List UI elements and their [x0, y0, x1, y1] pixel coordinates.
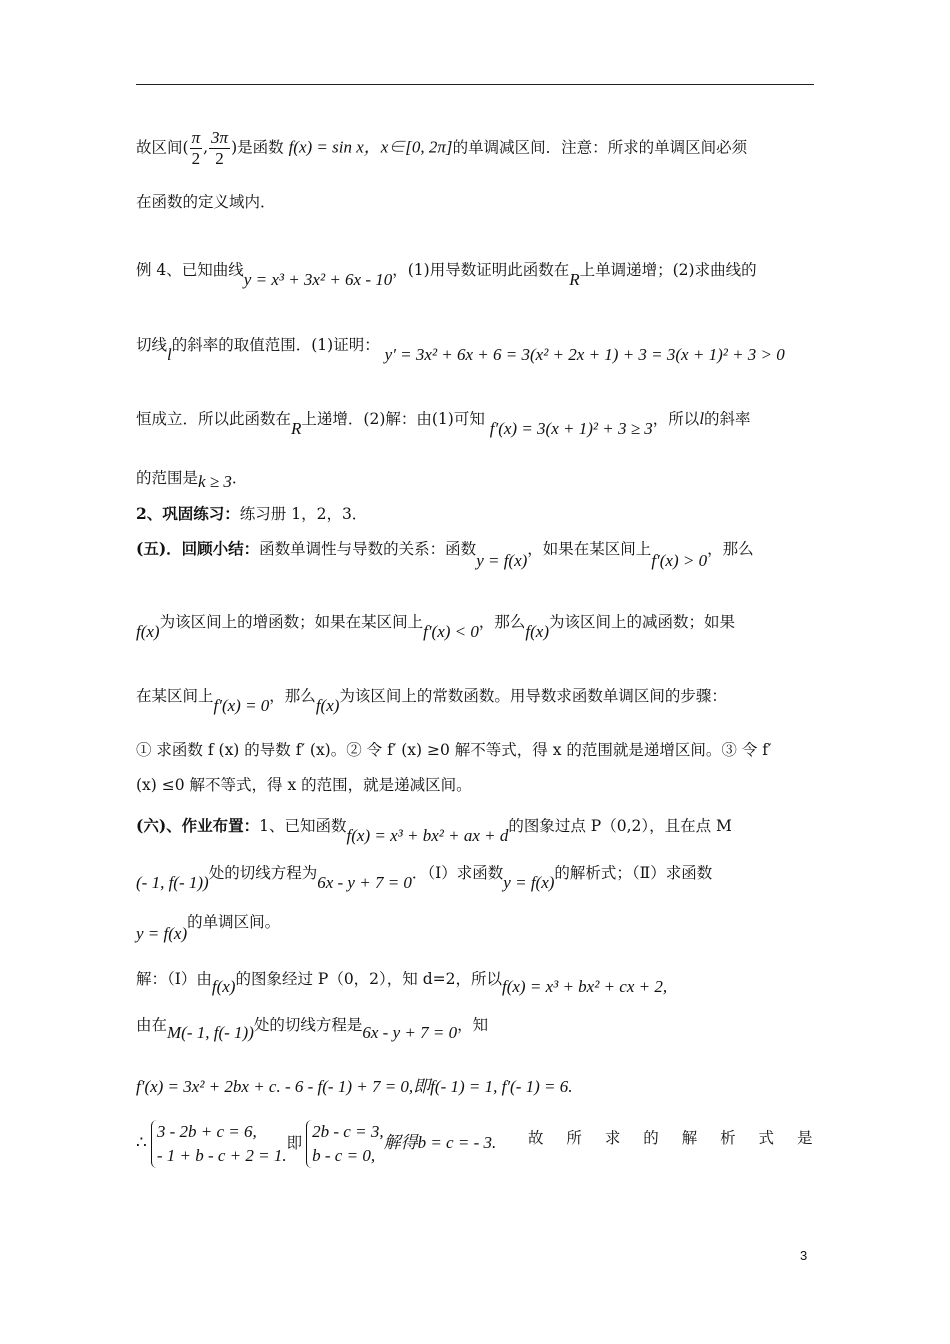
header-rule — [136, 84, 814, 85]
text: ，那么 — [269, 687, 316, 705]
section-heading: 2、巩固练习： — [136, 504, 240, 523]
text: 练习册 1，2，3． — [239, 505, 368, 523]
text: ． — [231, 469, 248, 487]
text: 的单调减区间．注意：所求的单调区间必须 — [452, 138, 748, 157]
text-line-15 — [136, 910, 816, 943]
text: 故区间( — [136, 138, 189, 157]
math-expression: y = f(x) — [476, 551, 528, 570]
text: ，如果在某区间上 — [527, 540, 652, 558]
text: 由在 — [136, 1016, 168, 1034]
math-expression: f′(x) > 0 — [651, 551, 708, 570]
text: 为该区间上的减函数；如果 — [549, 613, 736, 631]
math-expression: M(- 1, f(- 1)) — [167, 1023, 254, 1042]
text: ，那么 — [707, 540, 754, 558]
math-expression: y′ = 3x² + 6x + 6 = 3(x² + 2x + 1) + 3 = 3(x + 1)² + 3 > 0 — [384, 345, 785, 364]
text-line-10 — [136, 684, 816, 715]
section-heading: (六)、作业布置： — [136, 816, 260, 835]
math-expression: f(x) — [525, 622, 549, 641]
text: )是函数 — [231, 138, 284, 157]
text: 即 — [286, 1134, 303, 1152]
text: 函数单调性与导数的关系：函数 — [259, 540, 477, 558]
math-expression: 6x - y + 7 = 0 — [362, 1023, 458, 1042]
text: ，那么 — [478, 613, 526, 631]
text-line-6 — [136, 466, 816, 491]
text: 在某区间上 — [136, 687, 214, 705]
text: 故 所 求 的 解 析 式 是 — [528, 1129, 822, 1147]
text-line-11: ① 求函数 f (x) 的导数 f′ (x)。② 令 f′ (x) ≥0 解不等式，得 x 的范围就是递增区间。③ 令 f′ — [136, 741, 772, 759]
therefore-symbol: ∴ — [136, 1133, 147, 1152]
math-expression: 6x - y + 7 = 0 — [317, 873, 412, 892]
text: ，(1)用导数证明此函数在 — [392, 261, 570, 279]
text-line-3 — [136, 258, 816, 289]
text-line-13 — [136, 814, 816, 845]
text-line-17 — [136, 1013, 816, 1042]
text: 为该区间上的增函数；如果在某区间上 — [159, 613, 424, 631]
text: 的范围是 — [136, 469, 199, 487]
math-symbol: l — [699, 409, 705, 428]
text-line-5 — [136, 407, 816, 438]
text: ，所以 — [652, 410, 700, 428]
text-line-7 — [136, 502, 816, 524]
math-expression: y = f(x) — [503, 873, 555, 892]
text: ，知 — [457, 1016, 489, 1034]
text: 恒成立．所以此函数在 — [136, 410, 292, 428]
math-expression: f(x) — [136, 622, 160, 641]
fraction-pi-over-2: $\frac{\pi}{2}$ — [191, 128, 201, 168]
text: 例 4、已知曲线 — [136, 261, 244, 279]
text: 的斜率 — [704, 410, 751, 428]
text: 切线 — [136, 336, 168, 354]
text-line-19 — [136, 1120, 822, 1168]
math-expression: f(x) = x³ + bx² + ax + d — [346, 826, 509, 845]
text-line-14 — [136, 861, 816, 892]
equation-system-2: 2b - c = 3, b - c = 0, — [306, 1120, 383, 1168]
page-number: 3 — [800, 1248, 808, 1263]
math-expression: f′(x) < 0 — [423, 622, 479, 641]
text: 上单调递增；(2)求曲线的 — [579, 261, 757, 279]
text-line-12: (x) ≤0 解不等式，得 x 的范围，就是递减区间。 — [136, 776, 472, 794]
math-symbol: l — [167, 345, 172, 364]
math-expression: y = f(x) — [136, 924, 188, 943]
text: 的图象经过 P（0，2），知 d=2，所以 — [235, 970, 502, 988]
text: 1、已知函数 — [259, 817, 347, 835]
fraction-3pi-over-2: $\frac{3\pi}{2}$ — [211, 128, 229, 168]
text-line-1: 故区间( $\frac{\pi}{2}$ , $\frac{3\pi}{2}$ )是函数 f(x) = sin x，x∈[0, 2π]的单调减区间．注意：所求的单调区间必须 — [136, 128, 748, 168]
text: 的解析式；（Ⅱ）求函数 — [554, 864, 713, 882]
math-expression: 解得b = c = - 3. — [383, 1133, 497, 1152]
math-symbol: R — [291, 419, 302, 438]
text-line-18: f′(x) = 3x² + 2bx + c. - 6 - f(- 1) + 7 = 0,即f(- 1) = 1, f′(- 1) = 6. — [136, 1077, 573, 1096]
text-line-4 — [136, 333, 816, 364]
text: 上递增．(2)解：由(1)可知 — [301, 410, 485, 428]
text: 的单调区间。 — [187, 913, 281, 931]
math-expression: f(x) — [315, 696, 340, 715]
math-expression: f(x) = sin x，x∈[0, 2π] — [288, 137, 453, 157]
math-symbol: R — [569, 270, 580, 289]
text-line-16 — [136, 967, 816, 996]
text: 为该区间上的常数函数。用导数求函数单调区间的步骤： — [339, 687, 727, 705]
math-expression: f′(x) = 3(x + 1)² + 3 ≥ 3 — [489, 419, 653, 438]
text: 的图象过点 P（0,2），且在点 M — [508, 817, 732, 835]
math-expression: k ≥ 3 — [198, 472, 232, 491]
text: ．（Ⅰ）求函数 — [411, 864, 504, 882]
math-expression: f′(x) = 0 — [213, 696, 270, 715]
text-line-8 — [136, 537, 816, 570]
math-expression: y = x³ + 3x² + 6x - 10 — [243, 270, 393, 289]
equation-system-1: 3 - 2b + c = 6, - 1 + b - c + 2 = 1. — [151, 1120, 287, 1168]
text-line-9 — [136, 610, 816, 641]
math-expression: (- 1, f(- 1)) — [136, 873, 209, 892]
text-line-2: 在函数的定义域内． — [136, 193, 276, 211]
section-heading: (五)．回顾小结： — [136, 539, 260, 558]
text: 解：（Ⅰ）由 — [136, 970, 212, 988]
text: 处的切线方程为 — [208, 864, 318, 882]
text: 的斜率的取值范围．(1)证明： — [171, 336, 380, 354]
math-expression: f(x) — [211, 977, 236, 996]
text: 处的切线方程是 — [253, 1016, 363, 1034]
math-expression: f(x) = x³ + bx² + cx + 2, — [502, 977, 668, 996]
